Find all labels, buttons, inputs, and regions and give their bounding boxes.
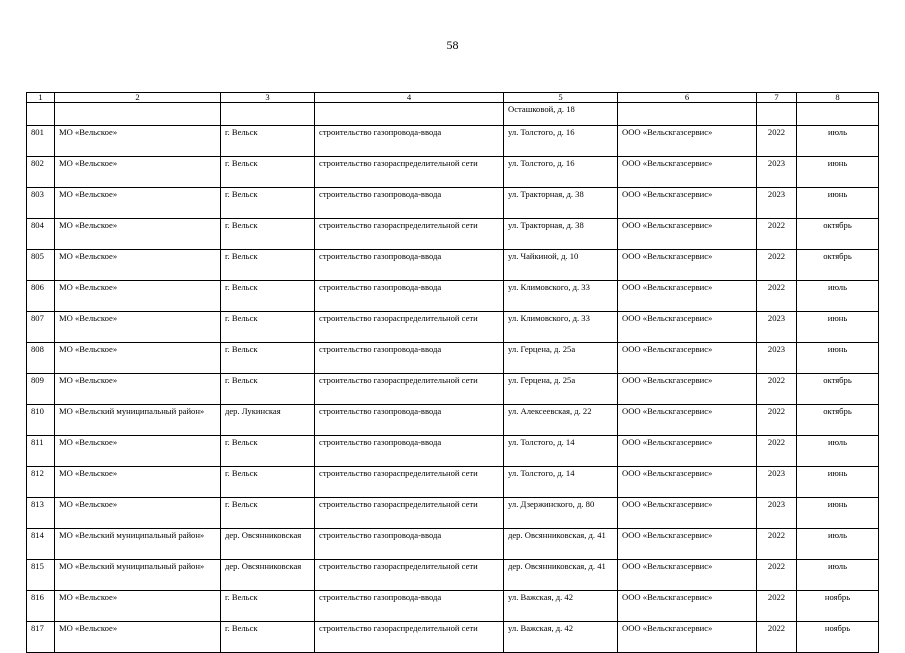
table-row <box>27 312 879 343</box>
cell-month: октябрь <box>797 405 879 436</box>
cell-organization: ООО «Вельскгазсервис» <box>618 529 757 560</box>
cell-number: 804 <box>27 219 55 250</box>
cell-address: ул. Герцена, д. 25а <box>504 374 618 405</box>
cell-number: 803 <box>27 188 55 219</box>
cell-year: 2023 <box>757 312 797 343</box>
cell-organization <box>618 103 757 126</box>
cell-address: ул. Дзержинского, д. 80 <box>504 498 618 529</box>
cell-number: 816 <box>27 591 55 622</box>
cell-month: июнь <box>797 498 879 529</box>
cell-municipality <box>55 103 221 126</box>
cell-settlement: г. Вельск <box>221 498 315 529</box>
table-row <box>27 405 879 436</box>
cell-number: 812 <box>27 467 55 498</box>
continuation-row <box>27 103 879 126</box>
cell-month: июнь <box>797 157 879 188</box>
cell-settlement: г. Вельск <box>221 157 315 188</box>
cell-address: ул. Толстого, д. 14 <box>504 436 618 467</box>
cell-work-type: строительство газопровода-ввода <box>315 250 504 281</box>
table-row <box>27 467 879 498</box>
cell-work-type: строительство газопровода-ввода <box>315 591 504 622</box>
cell-organization: ООО «Вельскгазсервис» <box>618 281 757 312</box>
cell-settlement: дер. Овсянниковская <box>221 529 315 560</box>
cell-municipality: МО «Вельский муниципальный район» <box>55 405 221 436</box>
cell-work-type: строительство газораспределительной сети <box>315 157 504 188</box>
cell-settlement: г. Вельск <box>221 250 315 281</box>
cell-organization: ООО «Вельскгазсервис» <box>618 219 757 250</box>
cell-work-type: строительство газопровода-ввода <box>315 405 504 436</box>
table-row <box>27 436 879 467</box>
cell-work-type: строительство газораспределительной сети <box>315 560 504 591</box>
cell-number: 813 <box>27 498 55 529</box>
column-number-3: 3 <box>221 93 315 103</box>
cell-organization: ООО «Вельскгазсервис» <box>618 405 757 436</box>
cell-year: 2022 <box>757 126 797 157</box>
cell-organization: ООО «Вельскгазсервис» <box>618 343 757 374</box>
cell-organization: ООО «Вельскгазсервис» <box>618 467 757 498</box>
cell-year <box>757 103 797 126</box>
cell-municipality: МО «Вельское» <box>55 374 221 405</box>
cell-number: 817 <box>27 622 55 653</box>
cell-month: июль <box>797 436 879 467</box>
column-number-8: 8 <box>797 93 879 103</box>
cell-municipality: МО «Вельское» <box>55 126 221 157</box>
table-row <box>27 343 879 374</box>
cell-address: ул. Важская, д. 42 <box>504 622 618 653</box>
cell-municipality: МО «Вельский муниципальный район» <box>55 560 221 591</box>
cell-year: 2022 <box>757 560 797 591</box>
cell-address: дер. Овсянниковская, д. 41 <box>504 560 618 591</box>
cell-work-type: строительство газопровода-ввода <box>315 436 504 467</box>
table-row <box>27 560 879 591</box>
table-row <box>27 374 879 405</box>
cell-month: июнь <box>797 467 879 498</box>
cell-work-type: строительство газораспределительной сети <box>315 374 504 405</box>
cell-work-type: строительство газопровода-ввода <box>315 343 504 374</box>
cell-address: ул. Герцена, д. 25а <box>504 343 618 374</box>
cell-year: 2022 <box>757 405 797 436</box>
cell-year: 2023 <box>757 343 797 374</box>
column-number-row <box>27 93 879 103</box>
cell-year: 2022 <box>757 219 797 250</box>
cell-organization: ООО «Вельскгазсервис» <box>618 126 757 157</box>
cell-settlement: г. Вельск <box>221 622 315 653</box>
cell-settlement: г. Вельск <box>221 312 315 343</box>
cell-organization: ООО «Вельскгазсервис» <box>618 157 757 188</box>
cell-settlement: г. Вельск <box>221 219 315 250</box>
cell-address: ул. Климовского, д. 33 <box>504 281 618 312</box>
cell-work-type: строительство газораспределительной сети <box>315 622 504 653</box>
cell-address: ул. Толстого, д. 14 <box>504 467 618 498</box>
cell-month: июнь <box>797 343 879 374</box>
table-row <box>27 157 879 188</box>
cell-month: июль <box>797 529 879 560</box>
cell-address: ул. Алексеевская, д. 22 <box>504 405 618 436</box>
cell-organization: ООО «Вельскгазсервис» <box>618 374 757 405</box>
cell-year: 2022 <box>757 529 797 560</box>
column-number-4: 4 <box>315 93 504 103</box>
cell-work-type: строительство газораспределительной сети <box>315 219 504 250</box>
cell-number: 806 <box>27 281 55 312</box>
table-row <box>27 219 879 250</box>
gasification-table <box>26 92 879 653</box>
cell-work-type: строительство газопровода-ввода <box>315 281 504 312</box>
cell-settlement: г. Вельск <box>221 343 315 374</box>
cell-number: 807 <box>27 312 55 343</box>
cell-settlement: дер. Лукинская <box>221 405 315 436</box>
column-number-6: 6 <box>618 93 757 103</box>
cell-organization: ООО «Вельскгазсервис» <box>618 250 757 281</box>
cell-settlement: г. Вельск <box>221 467 315 498</box>
cell-number: 811 <box>27 436 55 467</box>
cell-municipality: МО «Вельское» <box>55 498 221 529</box>
cell-organization: ООО «Вельскгазсервис» <box>618 498 757 529</box>
cell-settlement: г. Вельск <box>221 126 315 157</box>
cell-municipality: МО «Вельское» <box>55 591 221 622</box>
cell-month: октябрь <box>797 250 879 281</box>
column-number-5: 5 <box>504 93 618 103</box>
cell-work-type: строительство газораспределительной сети <box>315 498 504 529</box>
cell-municipality: МО «Вельское» <box>55 312 221 343</box>
cell-year: 2023 <box>757 188 797 219</box>
table-row <box>27 498 879 529</box>
cell-number: 814 <box>27 529 55 560</box>
cell-work-type: строительство газораспределительной сети <box>315 467 504 498</box>
cell-number: 809 <box>27 374 55 405</box>
cell-year: 2022 <box>757 250 797 281</box>
cell-year: 2023 <box>757 157 797 188</box>
column-number-2: 2 <box>55 93 221 103</box>
cell-municipality: МО «Вельское» <box>55 219 221 250</box>
cell-number: 810 <box>27 405 55 436</box>
cell-municipality: МО «Вельское» <box>55 157 221 188</box>
cell-municipality: МО «Вельское» <box>55 250 221 281</box>
cell-municipality: МО «Вельское» <box>55 188 221 219</box>
cell-settlement: г. Вельск <box>221 591 315 622</box>
cell-month: июль <box>797 126 879 157</box>
cell-number: 802 <box>27 157 55 188</box>
cell-organization: ООО «Вельскгазсервис» <box>618 188 757 219</box>
table-row <box>27 281 879 312</box>
cell-municipality: МО «Вельское» <box>55 467 221 498</box>
cell-address: Осташковой, д. 18 <box>504 103 618 126</box>
cell-address: ул. Тракторная, д. 38 <box>504 188 618 219</box>
cell-month: июнь <box>797 188 879 219</box>
cell-year: 2022 <box>757 622 797 653</box>
cell-month: октябрь <box>797 219 879 250</box>
cell-municipality: МО «Вельское» <box>55 343 221 374</box>
cell-municipality: МО «Вельское» <box>55 281 221 312</box>
cell-year: 2022 <box>757 591 797 622</box>
cell-month: ноябрь <box>797 622 879 653</box>
cell-year: 2022 <box>757 281 797 312</box>
cell-address: ул. Климовского, д. 33 <box>504 312 618 343</box>
cell-organization: ООО «Вельскгазсервис» <box>618 560 757 591</box>
cell-number: 808 <box>27 343 55 374</box>
cell-address: ул. Важская, д. 42 <box>504 591 618 622</box>
cell-month: октябрь <box>797 374 879 405</box>
cell-number: 801 <box>27 126 55 157</box>
cell-year: 2022 <box>757 436 797 467</box>
cell-work-type: строительство газораспределительной сети <box>315 312 504 343</box>
cell-municipality: МО «Вельское» <box>55 622 221 653</box>
column-number-1: 1 <box>27 93 55 103</box>
cell-settlement: г. Вельск <box>221 436 315 467</box>
cell-organization: ООО «Вельскгазсервис» <box>618 312 757 343</box>
cell-address: ул. Тракторная, д. 38 <box>504 219 618 250</box>
cell-settlement: г. Вельск <box>221 374 315 405</box>
cell-number: 815 <box>27 560 55 591</box>
cell-settlement <box>221 103 315 126</box>
cell-organization: ООО «Вельскгазсервис» <box>618 591 757 622</box>
cell-month: ноябрь <box>797 591 879 622</box>
cell-settlement: дер. Овсянниковская <box>221 560 315 591</box>
cell-year: 2022 <box>757 374 797 405</box>
cell-month <box>797 103 879 126</box>
cell-number: 805 <box>27 250 55 281</box>
table-row <box>27 250 879 281</box>
cell-month: июль <box>797 281 879 312</box>
cell-address: ул. Толстого, д. 16 <box>504 157 618 188</box>
cell-organization: ООО «Вельскгазсервис» <box>618 436 757 467</box>
cell-settlement: г. Вельск <box>221 188 315 219</box>
cell-month: июнь <box>797 312 879 343</box>
cell-year: 2023 <box>757 467 797 498</box>
cell-work-type <box>315 103 504 126</box>
cell-municipality: МО «Вельское» <box>55 436 221 467</box>
cell-organization: ООО «Вельскгазсервис» <box>618 622 757 653</box>
cell-number <box>27 103 55 126</box>
cell-month: июль <box>797 560 879 591</box>
table-row <box>27 591 879 622</box>
cell-work-type: строительство газопровода-ввода <box>315 126 504 157</box>
cell-year: 2023 <box>757 498 797 529</box>
cell-address: ул. Толстого, д. 16 <box>504 126 618 157</box>
page-number: 58 <box>446 38 459 52</box>
cell-work-type: строительство газопровода-ввода <box>315 529 504 560</box>
table-row <box>27 529 879 560</box>
cell-settlement: г. Вельск <box>221 281 315 312</box>
cell-address: дер. Овсянниковская, д. 41 <box>504 529 618 560</box>
column-number-7: 7 <box>757 93 797 103</box>
cell-work-type: строительство газопровода-ввода <box>315 188 504 219</box>
cell-municipality: МО «Вельский муниципальный район» <box>55 529 221 560</box>
cell-address: ул. Чайкиной, д. 10 <box>504 250 618 281</box>
table-row <box>27 622 879 653</box>
table-row <box>27 188 879 219</box>
table-row <box>27 126 879 157</box>
